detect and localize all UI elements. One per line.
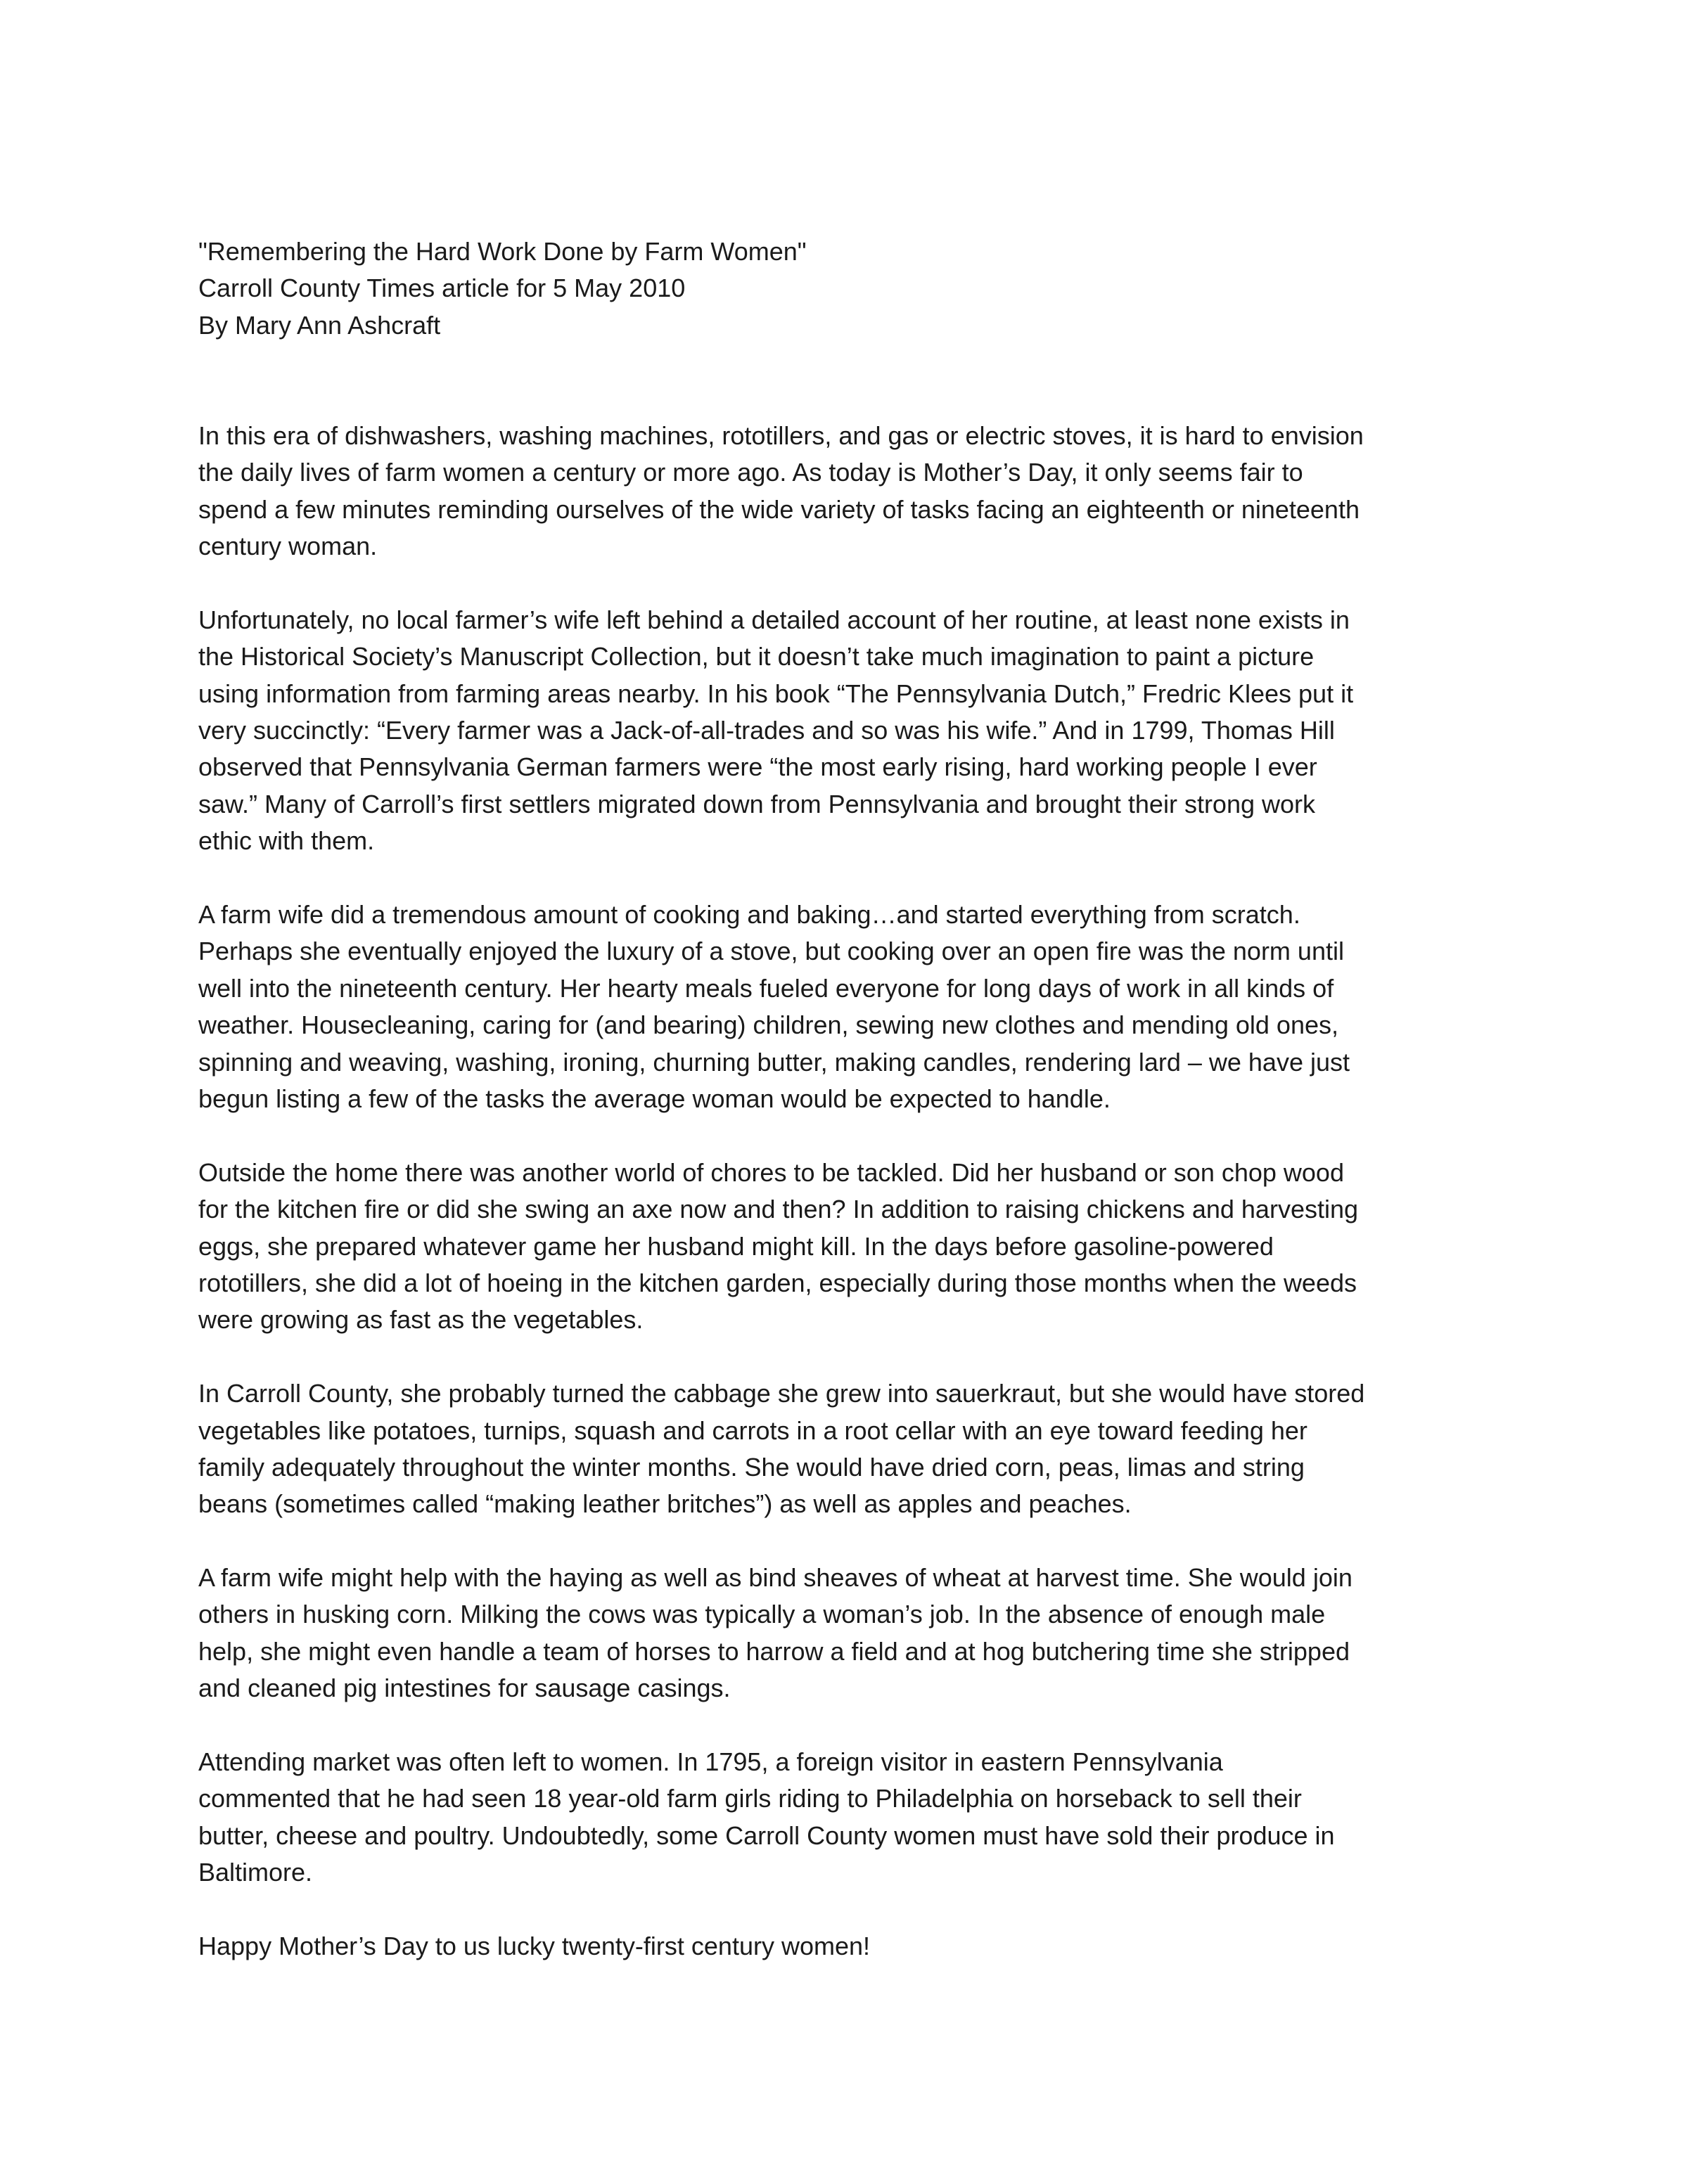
text-line: saw.” Many of Carroll’s first settlers migrated down from Pennsylvania and brought their strong work — [198, 789, 1316, 818]
text-line: A farm wife might help with the haying as well as bind sheaves of wheat at harvest time. She would join — [198, 1563, 1353, 1593]
text-line: spinning and weaving, washing, ironing, churning butter, making candles, rendering lard – we have just — [198, 1047, 1350, 1077]
text-line: for the kitchen fire or did she swing an axe now and then? In addition to raising chickens and harvesting — [198, 1195, 1359, 1224]
text-line: well into the nineteenth century. Her hearty meals fueled everyone for long days of work in all kinds of — [198, 973, 1334, 1003]
text-line: ethic with them. — [198, 826, 375, 856]
text-line: the daily lives of farm women a century or more ago. As today is Mother’s Day, it only seems fair to — [198, 458, 1303, 487]
text-line: century woman. — [198, 532, 378, 561]
text-line: were growing as fast as the vegetables. — [198, 1305, 644, 1335]
text-line: begun listing a few of the tasks the average woman would be expected to handle. — [198, 1084, 1111, 1113]
text-line: Perhaps she eventually enjoyed the luxury of a stove, but cooking over an open fire was the norm until — [198, 937, 1344, 966]
text-line: beans (sometimes called “making leather britches”) as well as apples and peaches. — [198, 1489, 1132, 1519]
text-line: A farm wife did a tremendous amount of cooking and baking…and started everything from scratch. — [198, 900, 1300, 930]
text-line: spend a few minutes reminding ourselves of the wide variety of tasks facing an eighteenth or nineteenth — [198, 494, 1360, 524]
text-line: very succinctly: “Every farmer was a Jack-of-all-trades and so was his wife.” And in 1799, Thomas Hill — [198, 716, 1335, 745]
paragraph — [198, 1928, 1507, 1965]
text-line: Attending market was often left to women. In 1795, a foreign visitor in eastern Pennsylvania — [198, 1747, 1223, 1777]
byline: By Mary Ann Ashcraft — [198, 310, 441, 340]
text-line: and cleaned pig intestines for sausage casings. — [198, 1674, 731, 1703]
text-line: vegetables like potatoes, turnips, squash and carrots in a root cellar with an eye toward feeding her — [198, 1415, 1307, 1445]
text-line: observed that Pennsylvania German farmers were “the most early rising, hard working people I ever — [198, 752, 1317, 782]
text-line: In Carroll County, she probably turned the cabbage she grew into sauerkraut, but she would have stored — [198, 1379, 1365, 1408]
text-line: eggs, she prepared whatever game her husband might kill. In the days before gasoline-powered — [198, 1231, 1274, 1261]
text-line: commented that he had seen 18 year-old farm girls riding to Philadelphia on horseback to sell their — [198, 1784, 1302, 1813]
paragraph — [198, 1744, 1507, 1891]
text-line: In this era of dishwashers, washing machines, rototillers, and gas or electric stoves, it is hard to envision — [198, 420, 1364, 450]
paragraph — [198, 897, 1507, 1117]
text-line: rototillers, she did a lot of hoeing in the kitchen garden, especially during those months when the weeds — [198, 1268, 1357, 1297]
paragraph — [198, 1375, 1507, 1523]
text-line: the Historical Society’s Manuscript Collection, but it doesn’t take much imagination to paint a picture — [198, 642, 1315, 672]
paragraph — [198, 602, 1507, 860]
text-line: help, she might even handle a team of horses to harrow a field and at hog butchering time she stripped — [198, 1636, 1350, 1666]
paragraph — [198, 1560, 1507, 1707]
text-line: butter, cheese and poultry. Undoubtedly, some Carroll County women must have sold their produce in — [198, 1820, 1335, 1850]
text-line: others in husking corn. Milking the cows was typically a woman’s job. In the absence of enough male — [198, 1600, 1326, 1629]
article-body — [198, 418, 1507, 1965]
text-line: weather. Housecleaning, caring for (and bearing) children, sewing new clothes and mending old ones, — [198, 1010, 1338, 1040]
text-line: Outside the home there was another world of chores to be tackled. Did her husband or son chop wood — [198, 1157, 1344, 1187]
publication-line: Carroll County Times article for 5 May 2010 — [198, 274, 686, 303]
article-title: "Remembering the Hard Work Done by Farm Women" — [198, 237, 807, 266]
paragraph — [198, 418, 1507, 565]
paragraph — [198, 1155, 1507, 1339]
text-line: using information from farming areas nearby. In his book “The Pennsylvania Dutch,” Fredric Klees put it — [198, 679, 1354, 708]
article-header — [198, 233, 1507, 344]
text-line: Happy Mother’s Day to us lucky twenty-first century women! — [198, 1931, 871, 1960]
text-line: Unfortunately, no local farmer’s wife left behind a detailed account of her routine, at least none exists in — [198, 605, 1350, 634]
text-line: family adequately throughout the winter months. She would have dried corn, peas, limas and string — [198, 1452, 1305, 1482]
text-line: Baltimore. — [198, 1858, 313, 1887]
document-page — [198, 233, 1507, 1965]
